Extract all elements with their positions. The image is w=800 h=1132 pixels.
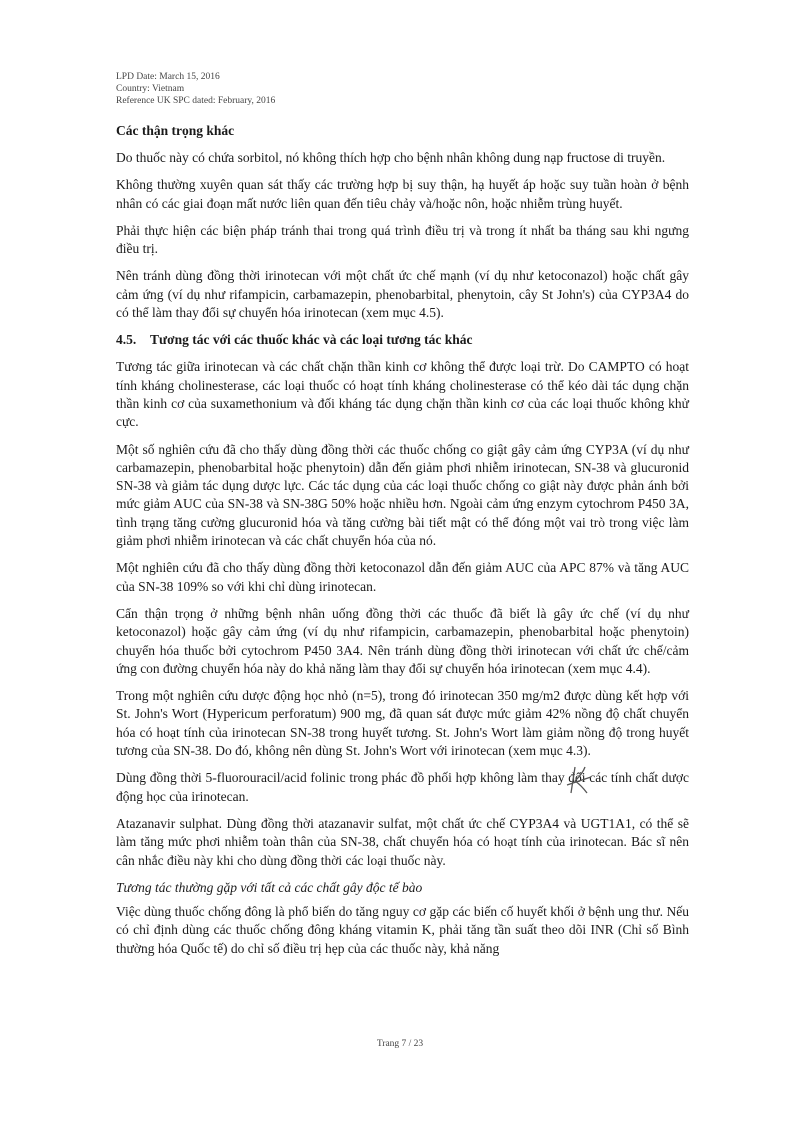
paragraph: Atazanavir sulphat. Dùng đồng thời atazanavir sulfat, một chất ức chế CYP3A4 và UGT1A1, có thể sẽ làm tăng mức phơi nhiễm toàn thân của SN-38, chất chuyển hóa có hoạt tính của irinotecan. Bác sĩ nên cân nhắc điều này khi cho dùng đồng thời các loại thuốc này. xyxy=(116,815,689,868)
paragraph: Cẩn thận trọng ở những bệnh nhân uống đồng thời các thuốc đã biết là gây ức chế (ví dụ như ketoconazol) hoặc gây cảm ứng (ví dụ như rifampicin, carbamazepin, phenobarbital hoặc phenytoin) chuyển hóa thuốc bởi cytochrom P450 3A4. Nên tránh dùng đồng thời irinotecan với chất ức chế/cảm ứng con đường chuyển hóa này do khả năng làm thay đổi sự chuyển hóa irinotecan (xem mục 4.4). xyxy=(116,605,689,676)
document-header-meta xyxy=(116,71,275,107)
paragraph: Một nghiên cứu đã cho thấy dùng đồng thời ketoconazol dẫn đến giảm AUC của APC 87% và tăng AUC của SN-38 109% so với khi chỉ dùng irinotecan. xyxy=(116,560,689,594)
paragraph: Không thường xuyên quan sát thấy các trường hợp bị suy thận, hạ huyết áp hoặc suy tuần hoàn ở bệnh nhân có các giai đoạn mất nước liên quan đến tiêu chảy và/hoặc nôn, hoặc nhiễm trùng huyết. xyxy=(116,177,689,211)
lpd-date: LPD Date: March 15, 2016 xyxy=(116,72,220,82)
paragraph: Trong một nghiên cứu dược động học nhỏ (n=5), trong đó irinotecan 350 mg/m2 được dùng kết hợp với St. John's Wort (Hypericum perforatum) 900 mg, đã quan sát được mức giảm 42% nồng độ chất chuyển hóa có hoạt tính của irinotecan SN-38 trong huyết tương. St. John's Wort làm giảm nồng độ trong huyết tương của SN-38. Do đó, không nên dùng St. John's Wort với irinotecan (xem mục 4.3). xyxy=(116,688,689,759)
paragraph: Phải thực hiện các biện pháp tránh thai trong quá trình điều trị và trong ít nhất ba tháng sau khi ngưng điều trị. xyxy=(116,222,689,257)
paragraph: Nên tránh dùng đồng thời irinotecan với một chất ức chế mạnh (ví dụ như ketoconazol) hoặc chất gây cảm ứng (ví dụ như rifampicin, carbamazepin, phenobarbital, phenytoin, cây St John's) của CYP3A4 do có thể làm thay đổi sự chuyển hóa irinotecan (xem mục 4.5). xyxy=(116,268,689,321)
section-title: Tương tác với các thuốc khác và các loại tương tác khác xyxy=(150,332,473,348)
paragraph: Một số nghiên cứu đã cho thấy dùng đồng thời các thuốc chống co giật gây cảm ứng CYP3A (ví dụ như carbamazepin, phenobarbital hoặc phenytoin) dẫn đến giảm phơi nhiễm irinotecan, SN-38 và glucuronid SN-38 và giảm tác dụng dược lực. Các tác dụng của các loại thuốc chống co giật này được phản ánh bởi mức giảm AUC của SN-38 và SN-38G 50% hoặc nhiều hơn. Ngoài cảm ứng enzym cytochrom P450 3A, tình trạng tăng cường glucuronid hóa và tăng cường bài tiết mật có thể đóng một vai trò trong việc làm giảm phơi nhiễm irinotecan và các chất chuyển hóa của nó. xyxy=(116,441,689,549)
section-number: 4.5. xyxy=(116,332,137,348)
paragraph: Việc dùng thuốc chống đông là phổ biến do tăng nguy cơ gặp các biến cố huyết khối ở bệnh ung thư. Nếu có chỉ định dùng các thuốc chống đông kháng vitamin K, phải tăng tần suất theo dõi INR (Chỉ số Bình thường hóa Quốc tế) do chỉ số điều trị hẹp của các thuốc này, khả năng xyxy=(116,904,689,956)
paragraph: Do thuốc này có chứa sorbitol, nó không thích hợp cho bệnh nhân không dung nạp fructose di truyền. xyxy=(116,150,666,165)
page-number: Trang 7 / 23 xyxy=(376,1039,424,1049)
document-body xyxy=(116,122,689,967)
subheading: Tương tác thường gặp với tất cả các chất gây độc tế bào xyxy=(116,879,423,895)
section-heading xyxy=(116,331,689,349)
reference: Reference UK SPC dated: February, 2016 xyxy=(116,96,276,106)
paragraph: Tương tác giữa irinotecan và các chất chặn thần kinh cơ không thể được loại trừ. Do CAMPTO có hoạt tính kháng cholinesterase, các loại thuốc có hoạt tính kháng cholinesterase có thể kéo dài tác dụng chặn thần kinh cơ của suxamethonium và đối kháng tác dụng chặn thần kinh cơ của các loại thuốc không khử cực. xyxy=(116,359,689,430)
other-precautions-heading: Các thận trọng khác xyxy=(116,123,235,138)
paragraph: Dùng đồng thời 5-fluorouracil/acid folinic trong phác đồ phối hợp không làm thay đổi các tính chất dược động học của irinotecan. xyxy=(116,770,689,804)
handwritten-initials-mark xyxy=(563,763,593,797)
country: Country: Vietnam xyxy=(116,84,185,94)
